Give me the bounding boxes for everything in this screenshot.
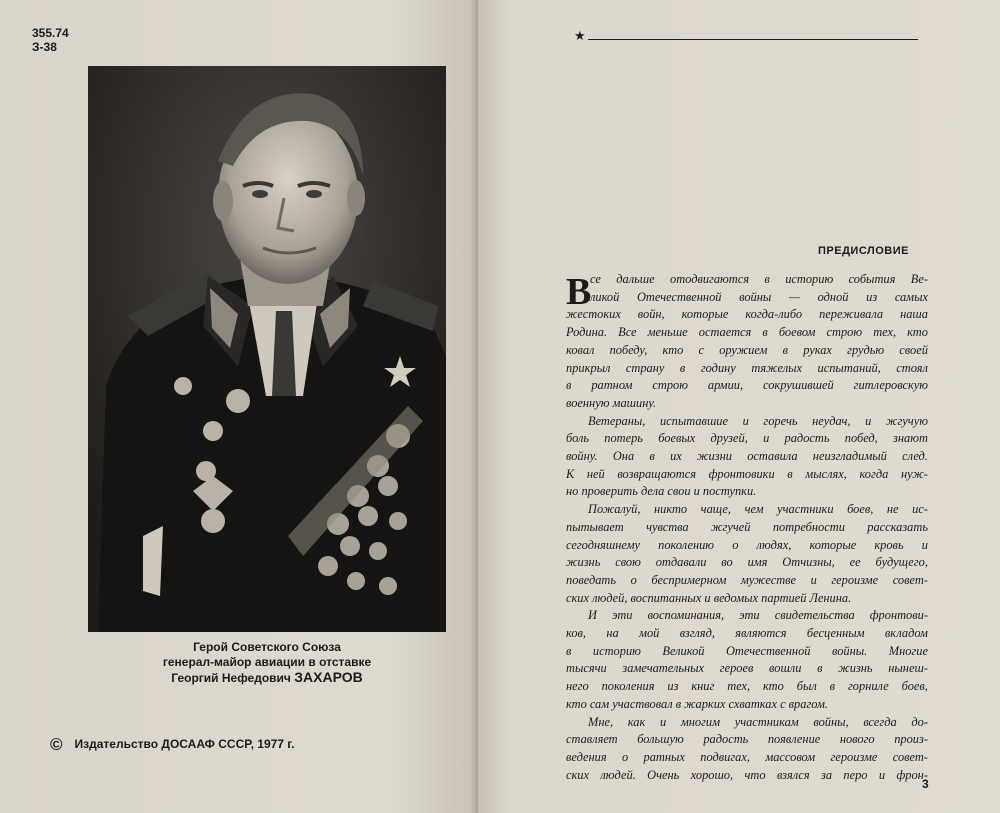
text-line: ков, на мой взгляд, являются бесценным вкладом bbox=[566, 626, 928, 641]
caption-surname: ЗАХАРОВ bbox=[294, 669, 363, 685]
photo-caption bbox=[88, 640, 446, 686]
preface-text bbox=[566, 271, 928, 784]
copyright-icon: © bbox=[50, 735, 63, 754]
star-icon: ★ bbox=[574, 28, 586, 43]
text-line: но проверить дела свои и поступки. bbox=[566, 484, 757, 499]
text-line: боль потерь боевых друзей, и радость побед, знают bbox=[566, 431, 928, 446]
text-line: прикрыл страну в годину тяжелых испытаний, стоял bbox=[566, 360, 928, 375]
text-line: жестоких войн, которые когда-либо переживала наша bbox=[566, 307, 928, 322]
left-page bbox=[0, 0, 478, 813]
portrait-illustration bbox=[88, 66, 446, 632]
publisher-text: Издательство ДОСААФ СССР, 1977 г. bbox=[74, 737, 295, 751]
text-line: Ветераны, испытавшие и горечь неудач, и жгучую bbox=[588, 413, 928, 428]
copyright-notice bbox=[50, 735, 294, 755]
portrait-photo bbox=[88, 66, 446, 632]
text-line: тысячи замечательных героев вошли в жизнь нынеш- bbox=[566, 661, 928, 676]
header-rule bbox=[574, 30, 918, 44]
text-line: ведения о ратных подвигах, массовом героизме совет- bbox=[566, 749, 928, 764]
section-heading: ПРЕДИСЛОВИЕ bbox=[818, 245, 909, 257]
text-line: Родина. Все меньше остается в боевом строю тех, кто bbox=[566, 325, 928, 340]
text-line: ставляет большую радость появление нового произ- bbox=[566, 732, 928, 747]
text-line: военную машину. bbox=[566, 395, 657, 410]
text-line: поведать о беспримерном мужестве и героизме совет- bbox=[566, 572, 928, 587]
text-line: ковал победу, кто с оружием в руках грудью своей bbox=[566, 342, 928, 357]
text-line: жизнь свою отдавали во имя Отчизны, ее будущего, bbox=[566, 555, 928, 570]
caption-line-1: Герой Советского Союза bbox=[193, 640, 341, 654]
text-line: се дальше отодвигаются в историю события Ве- bbox=[590, 272, 928, 286]
text-line: К ней возвращаются фронтовики в мыслях, когда нуж- bbox=[566, 466, 928, 481]
caption-line-2: генерал-майор авиации в отставке bbox=[162, 655, 372, 669]
page-number: 3 bbox=[922, 777, 929, 791]
catalog-code bbox=[32, 26, 69, 54]
text-line: пытывает чувства жгучей потребности рассказать bbox=[566, 519, 928, 534]
text-line: Мне, как и многим участникам войны, всегда до- bbox=[588, 714, 928, 729]
caption-line-3 bbox=[88, 670, 446, 686]
text-line: него поколения из книг тех, кто был в горниле боев, bbox=[566, 679, 928, 694]
text-line: ликой Отечественной войны — одной из самых bbox=[590, 289, 928, 304]
drop-cap: В bbox=[566, 271, 592, 313]
text-line: ских людей. Очень хорошо, что взялся за перо и фрон- bbox=[566, 767, 928, 782]
text-line: И эти воспоминания, эти свидетельства фронтови- bbox=[588, 608, 928, 623]
header-line bbox=[588, 39, 918, 40]
text-line: Пожалуй, никто чаще, чем участники боев, не ис- bbox=[588, 502, 928, 517]
text-line: сегодняшнему поколению о людях, которые кровь и bbox=[566, 537, 928, 552]
text-line: в историю Великой Отечественной войны. Многие bbox=[566, 643, 928, 658]
text-line: кто сам участвовал в жарких схватках с врагом. bbox=[566, 696, 829, 711]
text-line: ских людей, воспитанных и ведомых партией Ленина. bbox=[566, 590, 852, 605]
catalog-code-line-1: 355.74 bbox=[32, 26, 69, 40]
caption-given-names: Георгий Нефедович bbox=[171, 671, 291, 685]
text-line: в ратном строю армии, сокрушившей гитлеровскую bbox=[566, 378, 928, 393]
text-line: войну. Она в их жизни оставила неизгладимый след. bbox=[566, 449, 928, 464]
catalog-code-line-2: З-38 bbox=[32, 40, 57, 54]
